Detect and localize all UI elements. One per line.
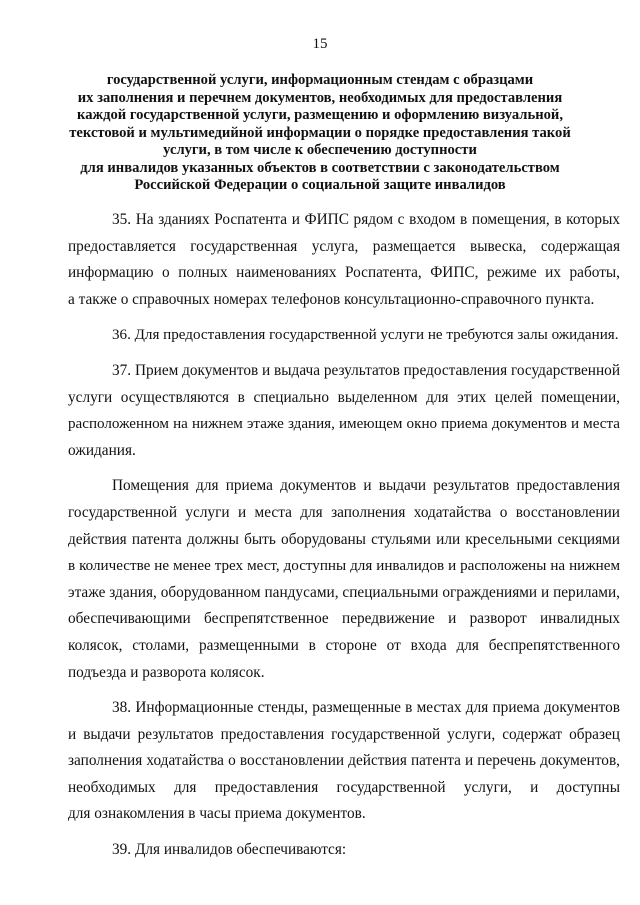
text-line: необходимых для предоставления государственной услуги, и доступны: [68, 778, 620, 796]
heading-line: текстовой и мультимедийной информации о порядке предоставления такой: [69, 124, 571, 141]
text-line: подъезда и разворота колясок.: [68, 663, 265, 681]
text-line: колясок, столами, размещенными в стороне от входа для беспрепятственного: [68, 636, 620, 654]
text-line: для ознакомления в часы приема документов.: [68, 805, 366, 823]
paragraph-37: [68, 358, 620, 464]
paragraph-35: [68, 207, 620, 313]
heading-line: Российской Федерации о социальной защите инвалидов: [134, 177, 506, 193]
text-line: расположенном на нижнем этаже здания, имеющем окно приема документов и места: [68, 416, 620, 433]
text-line: предоставляется государственная услуга, размещается вывеска, содержащая: [68, 237, 620, 255]
paragraph-36: [68, 322, 620, 349]
document-body: [68, 207, 620, 864]
text-line: 39. Для инвалидов обеспечиваются:: [112, 841, 347, 859]
text-line: 35. На зданиях Роспатента и ФИПС рядом с входом в помещения, в которых: [112, 211, 620, 228]
paragraph-37-premises: [68, 473, 620, 686]
text-line: в количестве не менее трех мест, доступны для инвалидов и расположены на нижнем: [68, 558, 620, 575]
text-line: а также о справочных номерах телефонов консультационно-справочного пункта.: [68, 290, 595, 308]
paragraph-39: [68, 837, 620, 864]
text-line: 38. Информационные стенды, размещенные в местах для приема документов: [112, 699, 620, 717]
text-line: ожидания.: [68, 441, 136, 459]
text-line: Помещения для приема документов и выдачи результатов предоставления: [112, 477, 620, 495]
text-line: действия патента должны быть оборудованы стульями или кресельными секциями: [68, 530, 620, 548]
heading-line: услуги, в том числе к обеспечению доступности: [163, 142, 477, 158]
heading-line: их заполнения и перечнем документов, необходимых для предоставления: [77, 89, 563, 106]
paragraph-38: [68, 695, 620, 828]
heading-line: каждой государственной услуги, размещению и оформлению визуальной,: [77, 107, 563, 123]
text-line: 36. Для предоставления государственной услуги не требуются залы ожидания.: [112, 327, 619, 344]
section-heading: [52, 72, 588, 195]
text-line: обеспечивающими беспрепятственное передвижение и разворот инвалидных: [68, 610, 620, 628]
text-line: этаже здания, оборудованном пандусами, специальными ограждениями и перилами,: [68, 583, 620, 601]
text-line: и выдачи результатов предоставления государственной услуги, содержат образец: [68, 725, 620, 743]
text-line: 37. Прием документов и выдача результатов предоставления государственной: [112, 361, 621, 379]
text-line: услуги осуществляются в специально выделенном для этих целей помещении,: [68, 388, 620, 406]
page-number: 15: [312, 36, 328, 52]
text-line: государственной услуги и места для заполнения ходатайства о восстановлении: [68, 503, 620, 521]
heading-line: государственной услуги, информационным стендам с образцами: [106, 72, 534, 88]
heading-line: для инвалидов указанных объектов в соответствии с законодательством: [80, 159, 560, 176]
text-line: информацию о полных наименованиях Роспатента, ФИПС, режиме их работы,: [68, 264, 620, 282]
text-line: заполнения ходатайства о восстановлении действия патента и перечень документов,: [68, 752, 620, 770]
